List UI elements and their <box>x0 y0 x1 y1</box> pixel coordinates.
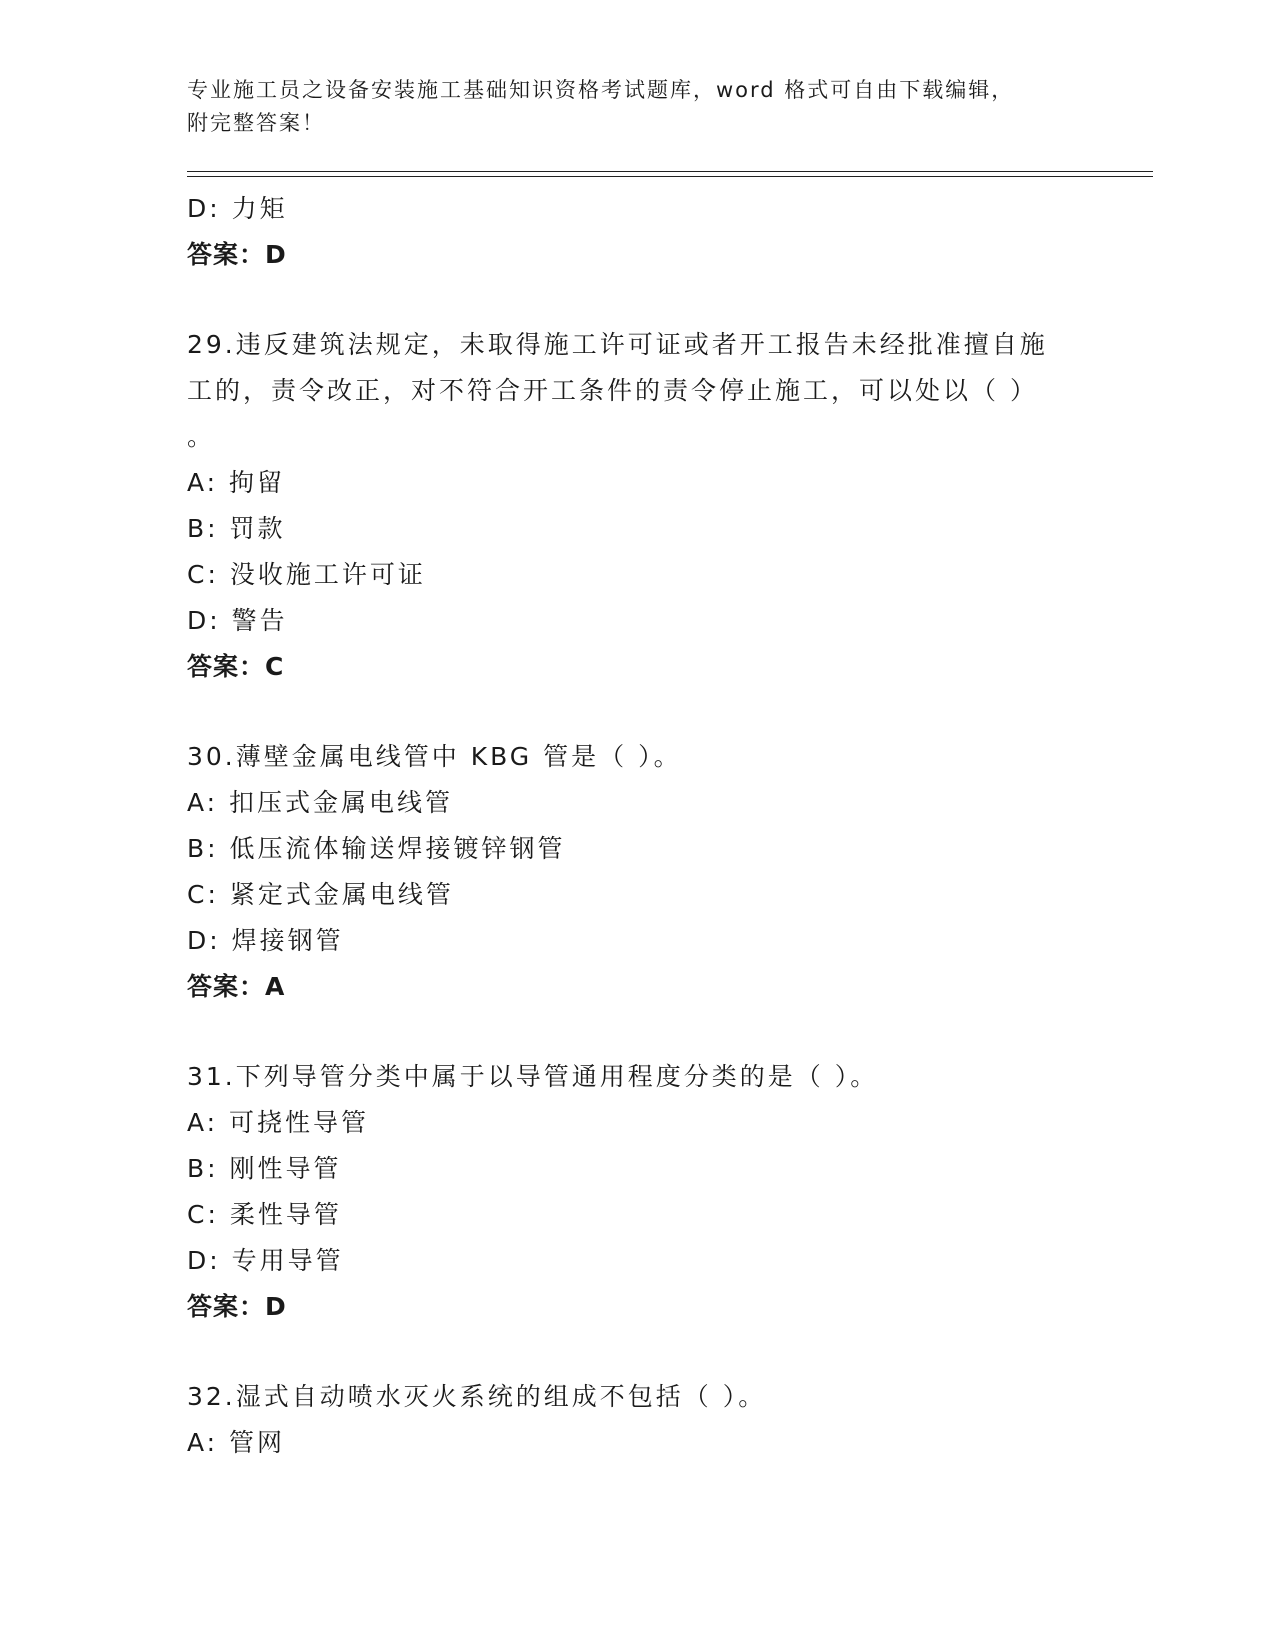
answer-line: 答案：C <box>187 652 285 681</box>
option-a: A: 管网 <box>187 1428 286 1457</box>
question-stem-continued: 工的，责令改正，对不符合开工条件的责令停止施工，可以处以（ ） <box>187 376 1038 405</box>
option-c: C: 紧定式金属电线管 <box>187 880 454 909</box>
answer-line: 答案：D <box>187 1292 287 1321</box>
question-stem: 29.违反建筑法规定，未取得施工许可证或者开工报告未经批准擅自施 <box>187 330 1048 359</box>
previous-question-tail <box>187 186 1087 278</box>
question-stem: 31.下列导管分类中属于以导管通用程度分类的是（ ）。 <box>187 1062 879 1091</box>
header-rule-top <box>187 171 1153 172</box>
option-b: B: 罚款 <box>187 514 286 543</box>
question-30 <box>187 734 1087 1010</box>
question-content <box>187 186 1087 1466</box>
answer-line: 答案：D <box>187 240 287 269</box>
option-a: A: 可挠性导管 <box>187 1108 370 1137</box>
answer-line: 答案：A <box>187 972 286 1001</box>
option-c: C: 没收施工许可证 <box>187 560 426 589</box>
question-29 <box>187 322 1087 690</box>
option-b: B: 刚性导管 <box>187 1154 342 1183</box>
question-stem-continued: 。 <box>187 422 216 451</box>
spacer <box>187 1330 1087 1374</box>
question-31 <box>187 1054 1087 1330</box>
question-32 <box>187 1374 1087 1466</box>
document-header <box>187 74 1087 140</box>
option-d: D: 专用导管 <box>187 1246 344 1275</box>
option-c: C: 柔性导管 <box>187 1200 342 1229</box>
option-d: D: 焊接钢管 <box>187 926 344 955</box>
option-d: D: 警告 <box>187 606 288 635</box>
option-b: B: 低压流体输送焊接镀锌钢管 <box>187 834 566 863</box>
header-line-1: 专业施工员之设备安装施工基础知识资格考试题库，word 格式可自由下载编辑， <box>187 78 1015 102</box>
header-line-2: 附完整答案！ <box>187 111 325 135</box>
question-stem: 30.薄壁金属电线管中 KBG 管是（ ）。 <box>187 742 682 771</box>
spacer <box>187 278 1087 322</box>
option-a: A: 拘留 <box>187 468 286 497</box>
header-rule-bottom <box>187 176 1153 177</box>
question-stem: 32.湿式自动喷水灭火系统的组成不包括（ ）。 <box>187 1382 767 1411</box>
spacer <box>187 690 1087 734</box>
option-a: A: 扣压式金属电线管 <box>187 788 454 817</box>
option-d: D: 力矩 <box>187 194 288 223</box>
spacer <box>187 1010 1087 1054</box>
